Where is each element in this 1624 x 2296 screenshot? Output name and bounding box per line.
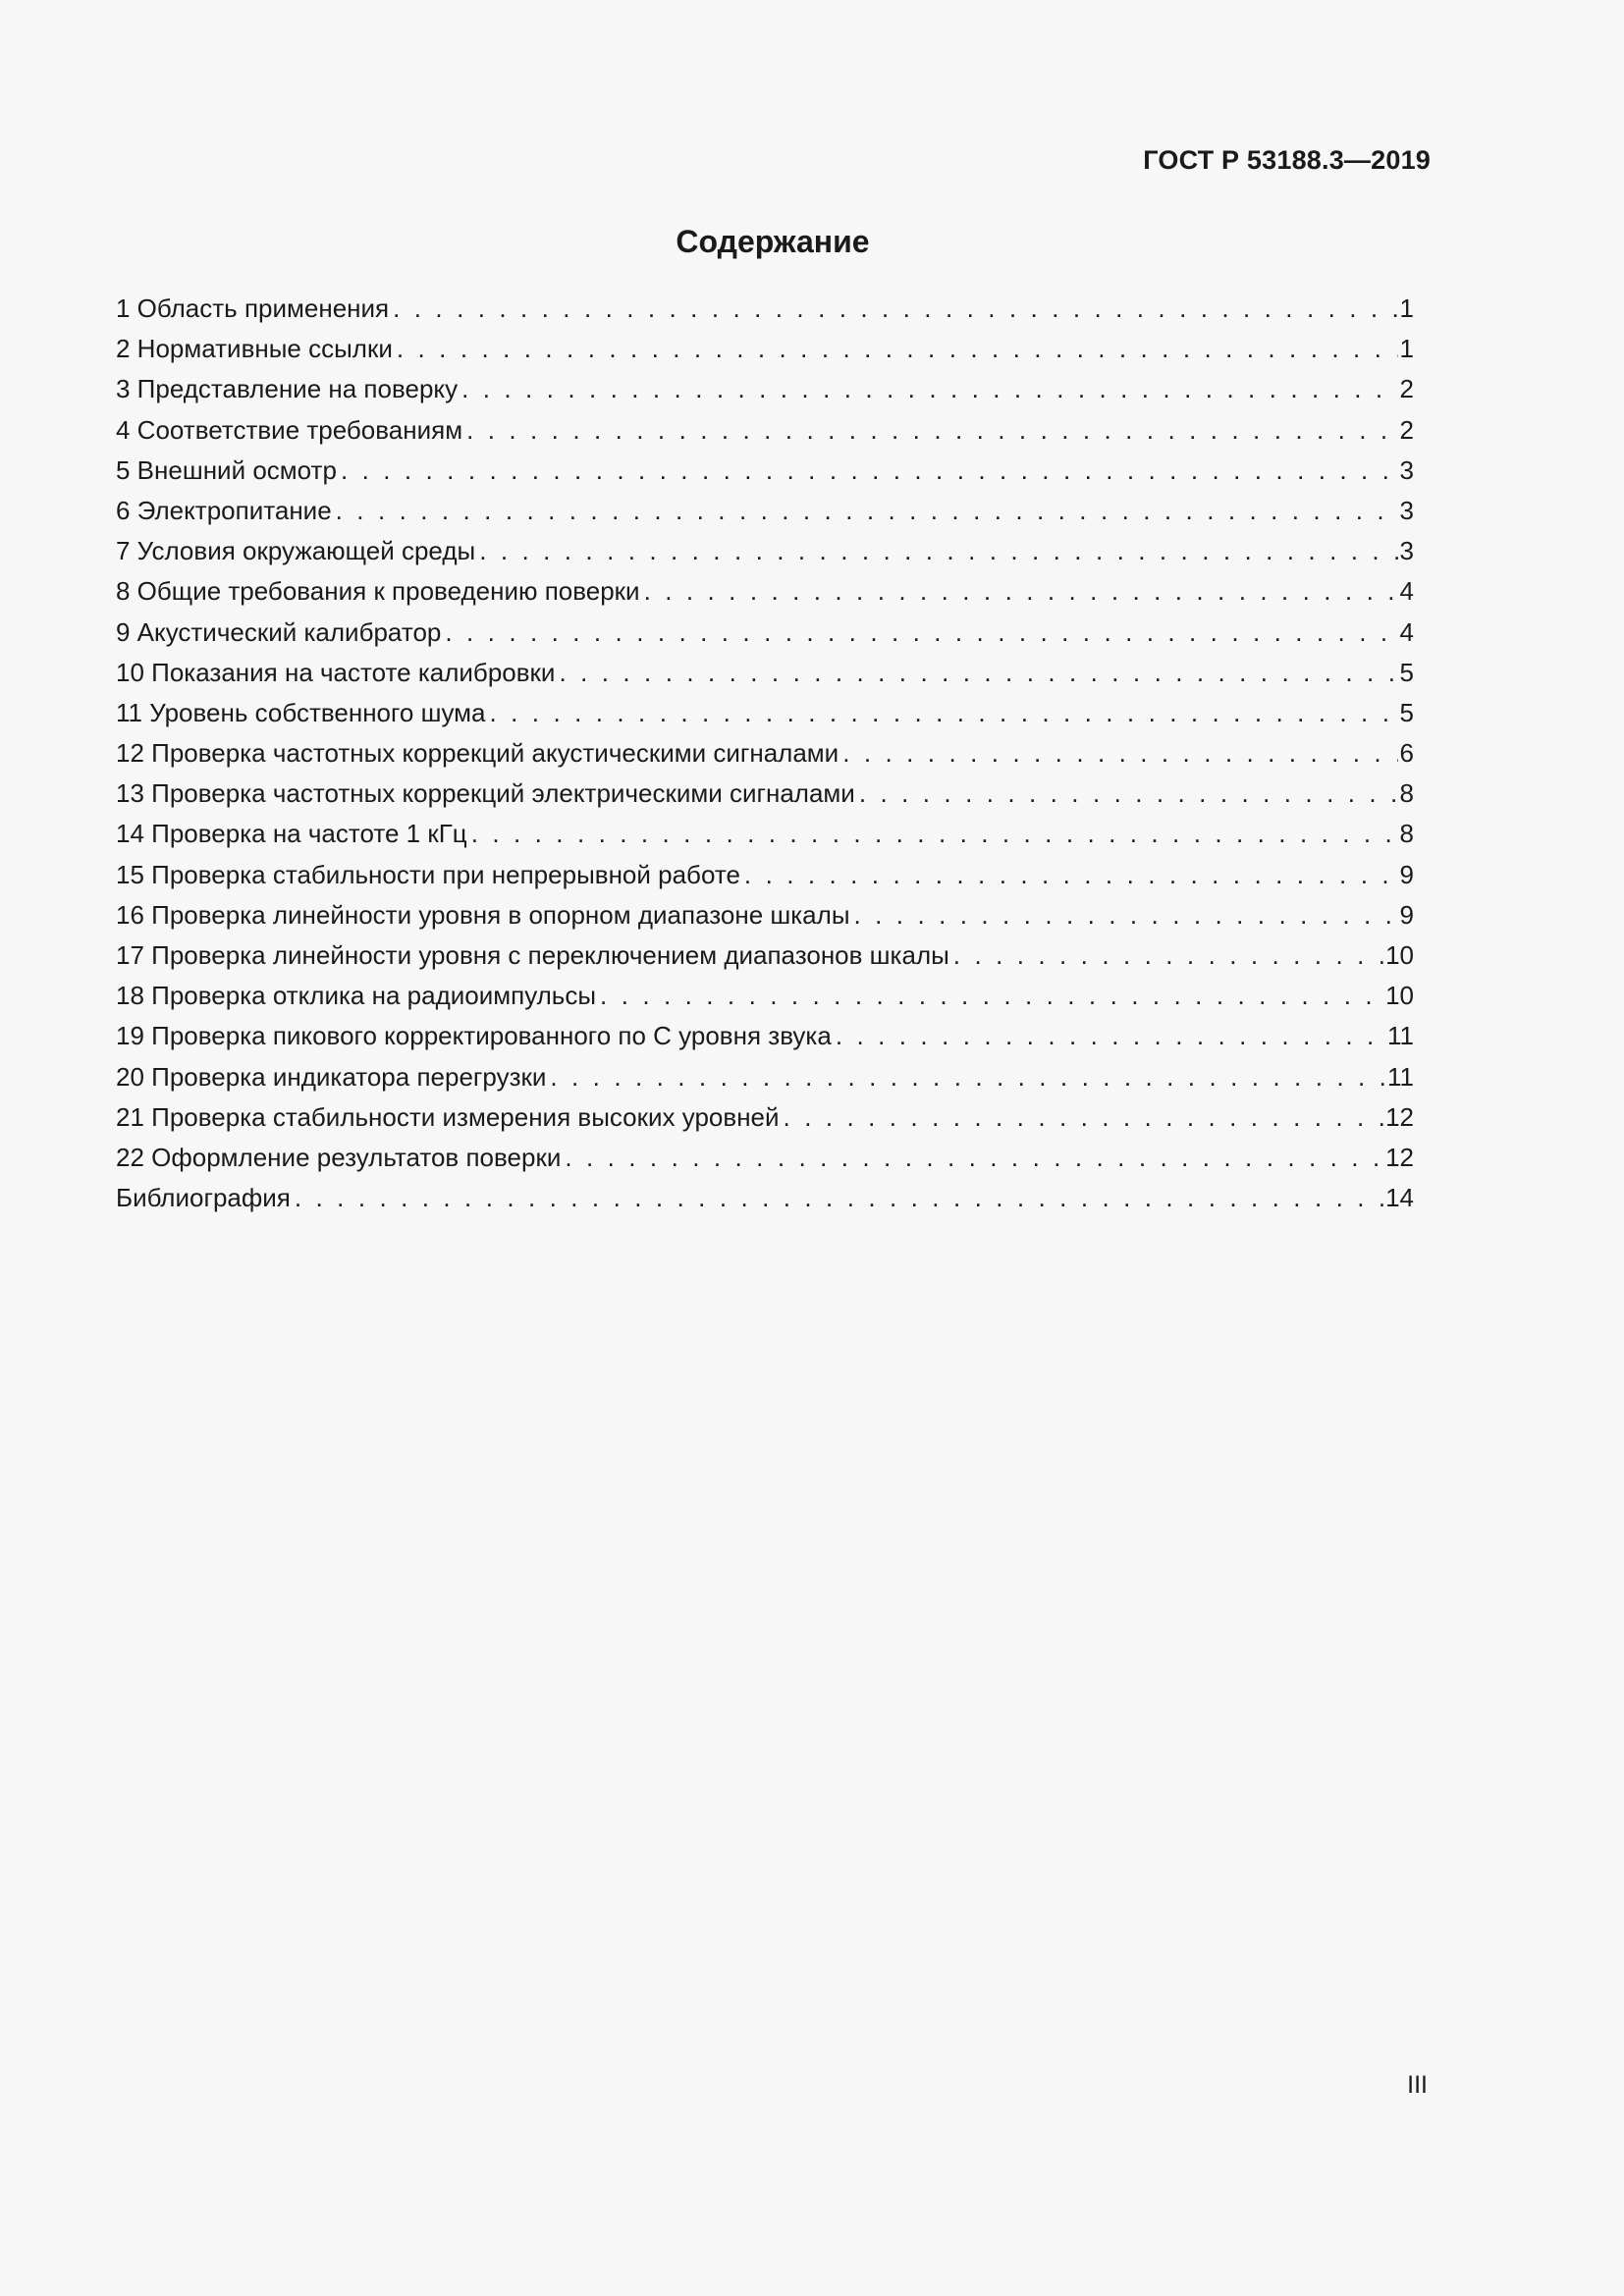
toc-entry-page: 2 — [1399, 414, 1414, 445]
toc-leader-dots — [479, 536, 1397, 566]
toc-leader-dots — [341, 455, 1398, 486]
toc-entry-title: 17 Проверка линейности уровня с переключением диапазонов шкалы — [116, 940, 949, 970]
toc-entry-title: 11 Уровень собственного шума — [116, 697, 486, 727]
toc-entry-page: 10 — [1385, 940, 1414, 970]
toc-entry-title: 12 Проверка частотных коррекций акустическими сигналами — [116, 738, 839, 769]
toc-leader-dots — [336, 496, 1398, 526]
toc-leader-dots — [471, 819, 1398, 849]
toc-entry-title: 18 Проверка отклика на радиоимпульсы — [116, 981, 597, 1011]
toc-leader-dots — [397, 334, 1398, 364]
toc-entry[interactable] — [116, 819, 1414, 859]
toc-leader-dots — [842, 738, 1397, 769]
toc-entry-title: 4 Соответствие требованиям — [116, 414, 463, 445]
toc-leader-dots — [600, 981, 1383, 1011]
toc-entry[interactable] — [116, 536, 1414, 576]
toc-entry-title: 20 Проверка индикатора перегрузки — [116, 1061, 547, 1092]
table-of-contents — [116, 294, 1414, 1223]
toc-entry-page: 4 — [1399, 576, 1414, 607]
toc-entry[interactable] — [116, 981, 1414, 1021]
toc-entry[interactable] — [116, 658, 1414, 698]
toc-entry[interactable] — [116, 698, 1414, 738]
toc-entry-page: 3 — [1399, 454, 1414, 485]
toc-entry-page: 3 — [1399, 495, 1414, 525]
toc-entry[interactable] — [116, 1183, 1414, 1223]
toc-entry-page: 8 — [1399, 819, 1414, 849]
toc-leader-dots — [461, 374, 1397, 404]
toc-leader-dots — [854, 900, 1398, 931]
toc-entry-title: 19 Проверка пикового корректированного по С уровня звука — [116, 1021, 832, 1051]
toc-entry-page: 4 — [1399, 616, 1414, 647]
toc-leader-dots — [490, 698, 1398, 728]
toc-entry[interactable] — [116, 617, 1414, 658]
toc-entry-page: 9 — [1399, 899, 1414, 930]
toc-leader-dots — [953, 940, 1383, 971]
toc-entry-title: 2 Нормативные ссылки — [116, 334, 393, 364]
toc-entry-page: 8 — [1399, 778, 1414, 809]
toc-entry-page: 9 — [1399, 859, 1414, 889]
toc-entry-title: 8 Общие требования к проведению поверки — [116, 576, 640, 607]
toc-entry[interactable] — [116, 496, 1414, 536]
toc-entry[interactable] — [116, 1021, 1414, 1061]
toc-leader-dots — [565, 1143, 1383, 1173]
toc-leader-dots — [859, 778, 1398, 809]
toc-entry-title: 5 Внешний осмотр — [116, 454, 337, 485]
page-number: III — [1407, 2071, 1428, 2099]
toc-entry-page: 2 — [1399, 374, 1414, 404]
toc-entry-page: 11 — [1387, 1021, 1414, 1051]
toc-entry-title: 7 Условия окружающей среды — [116, 536, 476, 566]
toc-leader-dots — [784, 1102, 1384, 1133]
toc-entry-page: 1 — [1399, 334, 1414, 364]
toc-entry-page: 5 — [1399, 657, 1414, 687]
toc-entry[interactable] — [116, 900, 1414, 940]
toc-entry-page: 6 — [1399, 738, 1414, 769]
document-id: ГОСТ Р 53188.3—2019 — [1143, 145, 1431, 175]
toc-entry-title: 15 Проверка стабильности при непрерывной работе — [116, 859, 740, 889]
toc-entry[interactable] — [116, 940, 1414, 981]
toc-entry-page: 3 — [1399, 536, 1414, 566]
toc-entry-title: 14 Проверка на частоте 1 кГц — [116, 819, 467, 849]
toc-entry-title: 22 Оформление результатов поверки — [116, 1142, 562, 1172]
toc-leader-dots — [295, 1183, 1383, 1213]
toc-entry[interactable] — [116, 374, 1414, 414]
toc-leader-dots — [393, 294, 1397, 324]
toc-leader-dots — [550, 1062, 1385, 1093]
toc-entry[interactable] — [116, 294, 1414, 334]
toc-leader-dots — [445, 617, 1397, 648]
toc-entry-page: 11 — [1387, 1061, 1414, 1092]
toc-entry-title: 3 Представление на поверку — [116, 374, 459, 404]
toc-entry[interactable] — [116, 778, 1414, 819]
toc-entry-title: 6 Электропитание — [116, 495, 332, 525]
toc-entry[interactable] — [116, 738, 1414, 778]
toc-leader-dots — [744, 860, 1398, 890]
toc-entry-page: 5 — [1399, 697, 1414, 727]
toc-leader-dots — [836, 1021, 1385, 1051]
toc-entry-page: 12 — [1385, 1101, 1414, 1132]
toc-leader-dots — [466, 415, 1397, 446]
toc-entry-title: Библиография — [116, 1183, 291, 1213]
toc-entry[interactable] — [116, 1062, 1414, 1102]
toc-entry-page: 10 — [1385, 981, 1414, 1011]
toc-entry-title: 1 Область применения — [116, 294, 390, 323]
toc-title: Содержание — [676, 224, 870, 259]
toc-entry-title: 21 Проверка стабильности измерения высоких уровней — [116, 1101, 780, 1132]
toc-leader-dots — [559, 658, 1397, 688]
toc-entry-title: 10 Показания на частоте калибровки — [116, 657, 556, 687]
toc-entry-title: 16 Проверка линейности уровня в опорном диапазоне шкалы — [116, 899, 850, 930]
toc-entry[interactable] — [116, 415, 1414, 455]
toc-entry[interactable] — [116, 1102, 1414, 1143]
toc-entry-page: 14 — [1385, 1183, 1414, 1213]
toc-entry[interactable] — [116, 576, 1414, 616]
toc-entry[interactable] — [116, 1143, 1414, 1183]
toc-leader-dots — [644, 576, 1398, 607]
toc-entry[interactable] — [116, 455, 1414, 496]
toc-entry-title: 13 Проверка частотных коррекций электрическими сигналами — [116, 778, 855, 809]
toc-entry-page: 1 — [1399, 294, 1414, 323]
toc-entry[interactable] — [116, 860, 1414, 900]
toc-entry-title: 9 Акустический калибратор — [116, 616, 442, 647]
toc-entry[interactable] — [116, 334, 1414, 374]
toc-entry-page: 12 — [1385, 1142, 1414, 1172]
